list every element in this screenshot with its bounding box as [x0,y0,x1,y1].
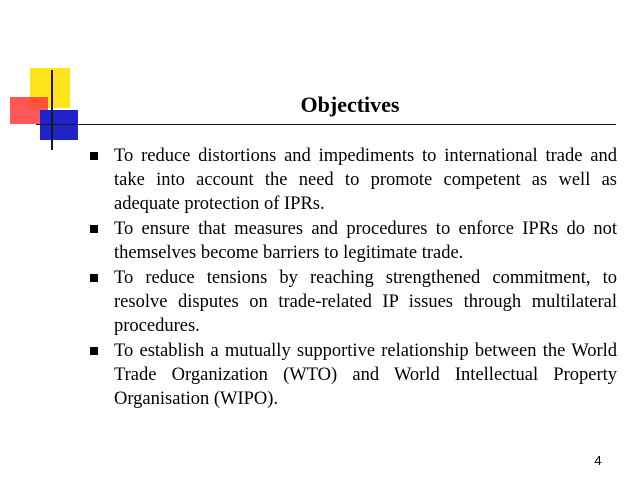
title-divider-line [36,124,616,125]
square-bullet-icon [90,347,98,355]
logo-blue-square [40,110,78,140]
square-bullet-icon [90,274,98,282]
bullet-text: To reduce tensions by reaching strengthened commitment, to resolve disputes on trade-related IP issues through multilateral procedures. [114,268,617,336]
bullet-item [90,217,617,265]
bullet-list [90,144,617,412]
logo-vertical-line [51,70,53,150]
slide-title: Objectives [300,92,400,117]
square-bullet-icon [90,225,98,233]
square-bullet-icon [90,152,98,160]
bullet-item [90,266,617,338]
bullet-item [90,144,617,216]
bullet-text: To reduce distortions and impediments to international trade and take into account the need to promote competent as well as adequate protection of IPRs. [114,146,617,214]
bullet-item [90,339,617,411]
bullet-text: To establish a mutually supportive relationship between the World Trade Organization (WTO) and World Intellectual Property Organisation (WIPO). [114,341,617,409]
bullet-text: To ensure that measures and procedures to enforce IPRs do not themselves become barriers to legitimate trade. [114,219,617,263]
page-number: 4 [594,453,602,468]
